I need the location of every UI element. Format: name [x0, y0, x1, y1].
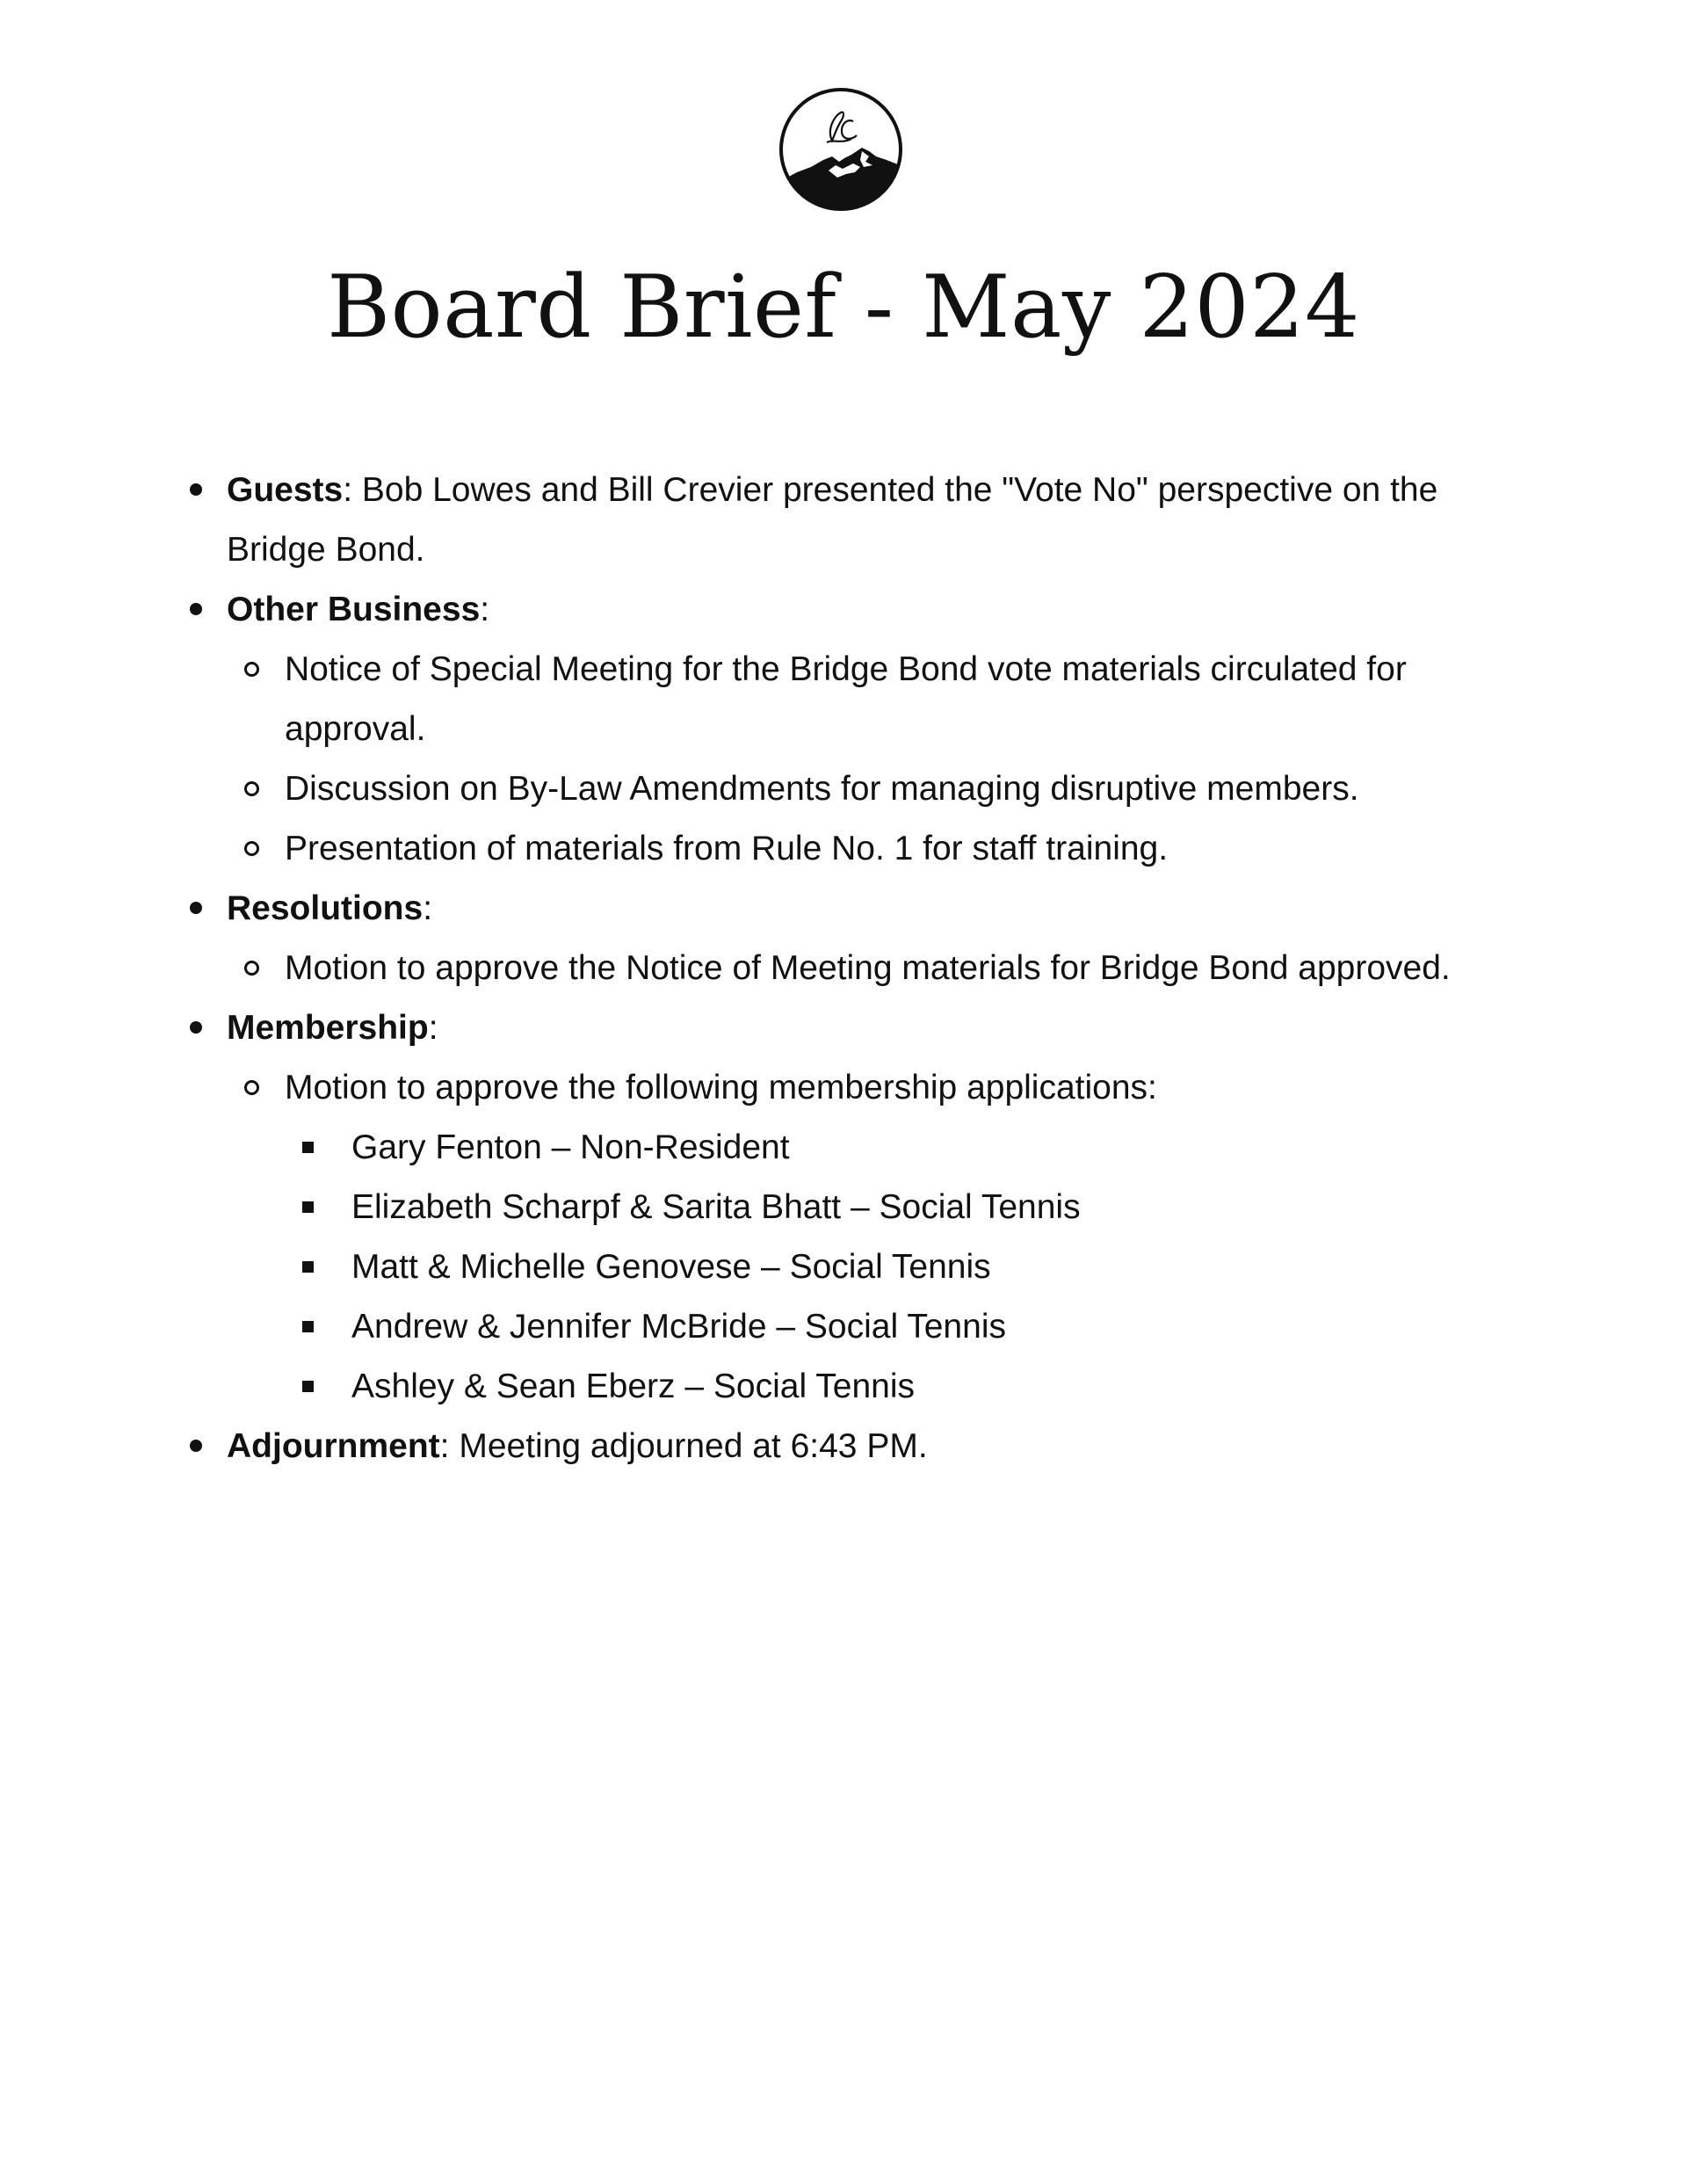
item-text: : — [480, 591, 490, 628]
application-text: Ashley & Sean Eberz – Social Tennis — [351, 1368, 915, 1405]
circle-bullet-icon — [244, 781, 259, 796]
bullet-icon — [190, 1440, 202, 1452]
square-bullet-icon — [302, 1321, 314, 1332]
item-label: Other Business — [227, 591, 481, 628]
application-item — [351, 1297, 1510, 1357]
application-text: Elizabeth Scharpf & Sarita Bhatt – Social Tennis — [351, 1188, 1081, 1226]
square-bullet-icon — [302, 1261, 314, 1273]
sub-list — [285, 939, 1510, 998]
bullet-icon — [190, 483, 202, 496]
sub-item-text: Motion to approve the Notice of Meeting materials for Bridge Bond approved. — [285, 949, 1451, 987]
item-text: : — [428, 1009, 438, 1047]
circle-bullet-icon — [244, 662, 259, 677]
circle-bullet-icon — [244, 841, 259, 856]
lc-mountain-logo-icon — [778, 86, 904, 213]
sub-list — [285, 640, 1510, 879]
application-item — [351, 1357, 1510, 1417]
page-title: Board Brief - May 2024 — [327, 258, 1360, 358]
application-text: Andrew & Jennifer McBride – Social Tennis — [351, 1308, 1006, 1346]
sub-item-text: Motion to approve the following membership applications: — [285, 1069, 1157, 1107]
square-bullet-icon — [302, 1142, 314, 1153]
circle-bullet-icon — [244, 1080, 259, 1095]
application-text: Matt & Michelle Genovese – Social Tennis — [351, 1248, 991, 1286]
square-bullet-icon — [302, 1381, 314, 1392]
sub-list-item — [285, 1058, 1510, 1417]
application-text: Gary Fenton – Non-Resident — [351, 1128, 790, 1166]
brief-list — [227, 461, 1510, 1477]
application-item — [351, 1118, 1510, 1178]
sub-list-item — [285, 939, 1510, 998]
application-item — [351, 1237, 1510, 1297]
square-bullet-icon — [302, 1201, 314, 1213]
sub-item-text: Presentation of materials from Rule No. 1 for staff training. — [285, 830, 1169, 867]
sub-list-item — [285, 640, 1510, 759]
circle-bullet-icon — [244, 961, 259, 976]
item-text: : — [423, 889, 433, 927]
item-label: Guests — [227, 471, 344, 509]
list-item-adjournment — [227, 1417, 1510, 1477]
applications-list — [351, 1118, 1510, 1417]
list-item-other-business — [227, 580, 1510, 879]
bullet-icon — [190, 902, 202, 914]
application-item — [351, 1178, 1510, 1237]
list-item-resolutions — [227, 879, 1510, 998]
sub-item-text: Discussion on By-Law Amendments for managing disruptive members. — [285, 770, 1359, 808]
brief-content — [227, 461, 1510, 1477]
bullet-icon — [190, 1021, 202, 1034]
sub-list-item — [285, 759, 1510, 819]
item-text: : Bob Lowes and Bill Crevier presented the "Vote No" perspective on the Bridge Bond. — [227, 471, 1438, 569]
sub-list-item — [285, 819, 1510, 879]
list-item-membership — [227, 998, 1510, 1417]
sub-item-text: Notice of Special Meeting for the Bridge Bond vote materials circulated for approval. — [285, 650, 1407, 748]
item-text: : Meeting adjourned at 6:43 PM. — [439, 1427, 928, 1465]
item-label: Resolutions — [227, 889, 424, 927]
bullet-icon — [190, 603, 202, 615]
item-label: Adjournment — [227, 1427, 440, 1465]
item-label: Membership — [227, 1009, 429, 1047]
sub-list — [285, 1058, 1510, 1417]
list-item-guests — [227, 461, 1510, 580]
